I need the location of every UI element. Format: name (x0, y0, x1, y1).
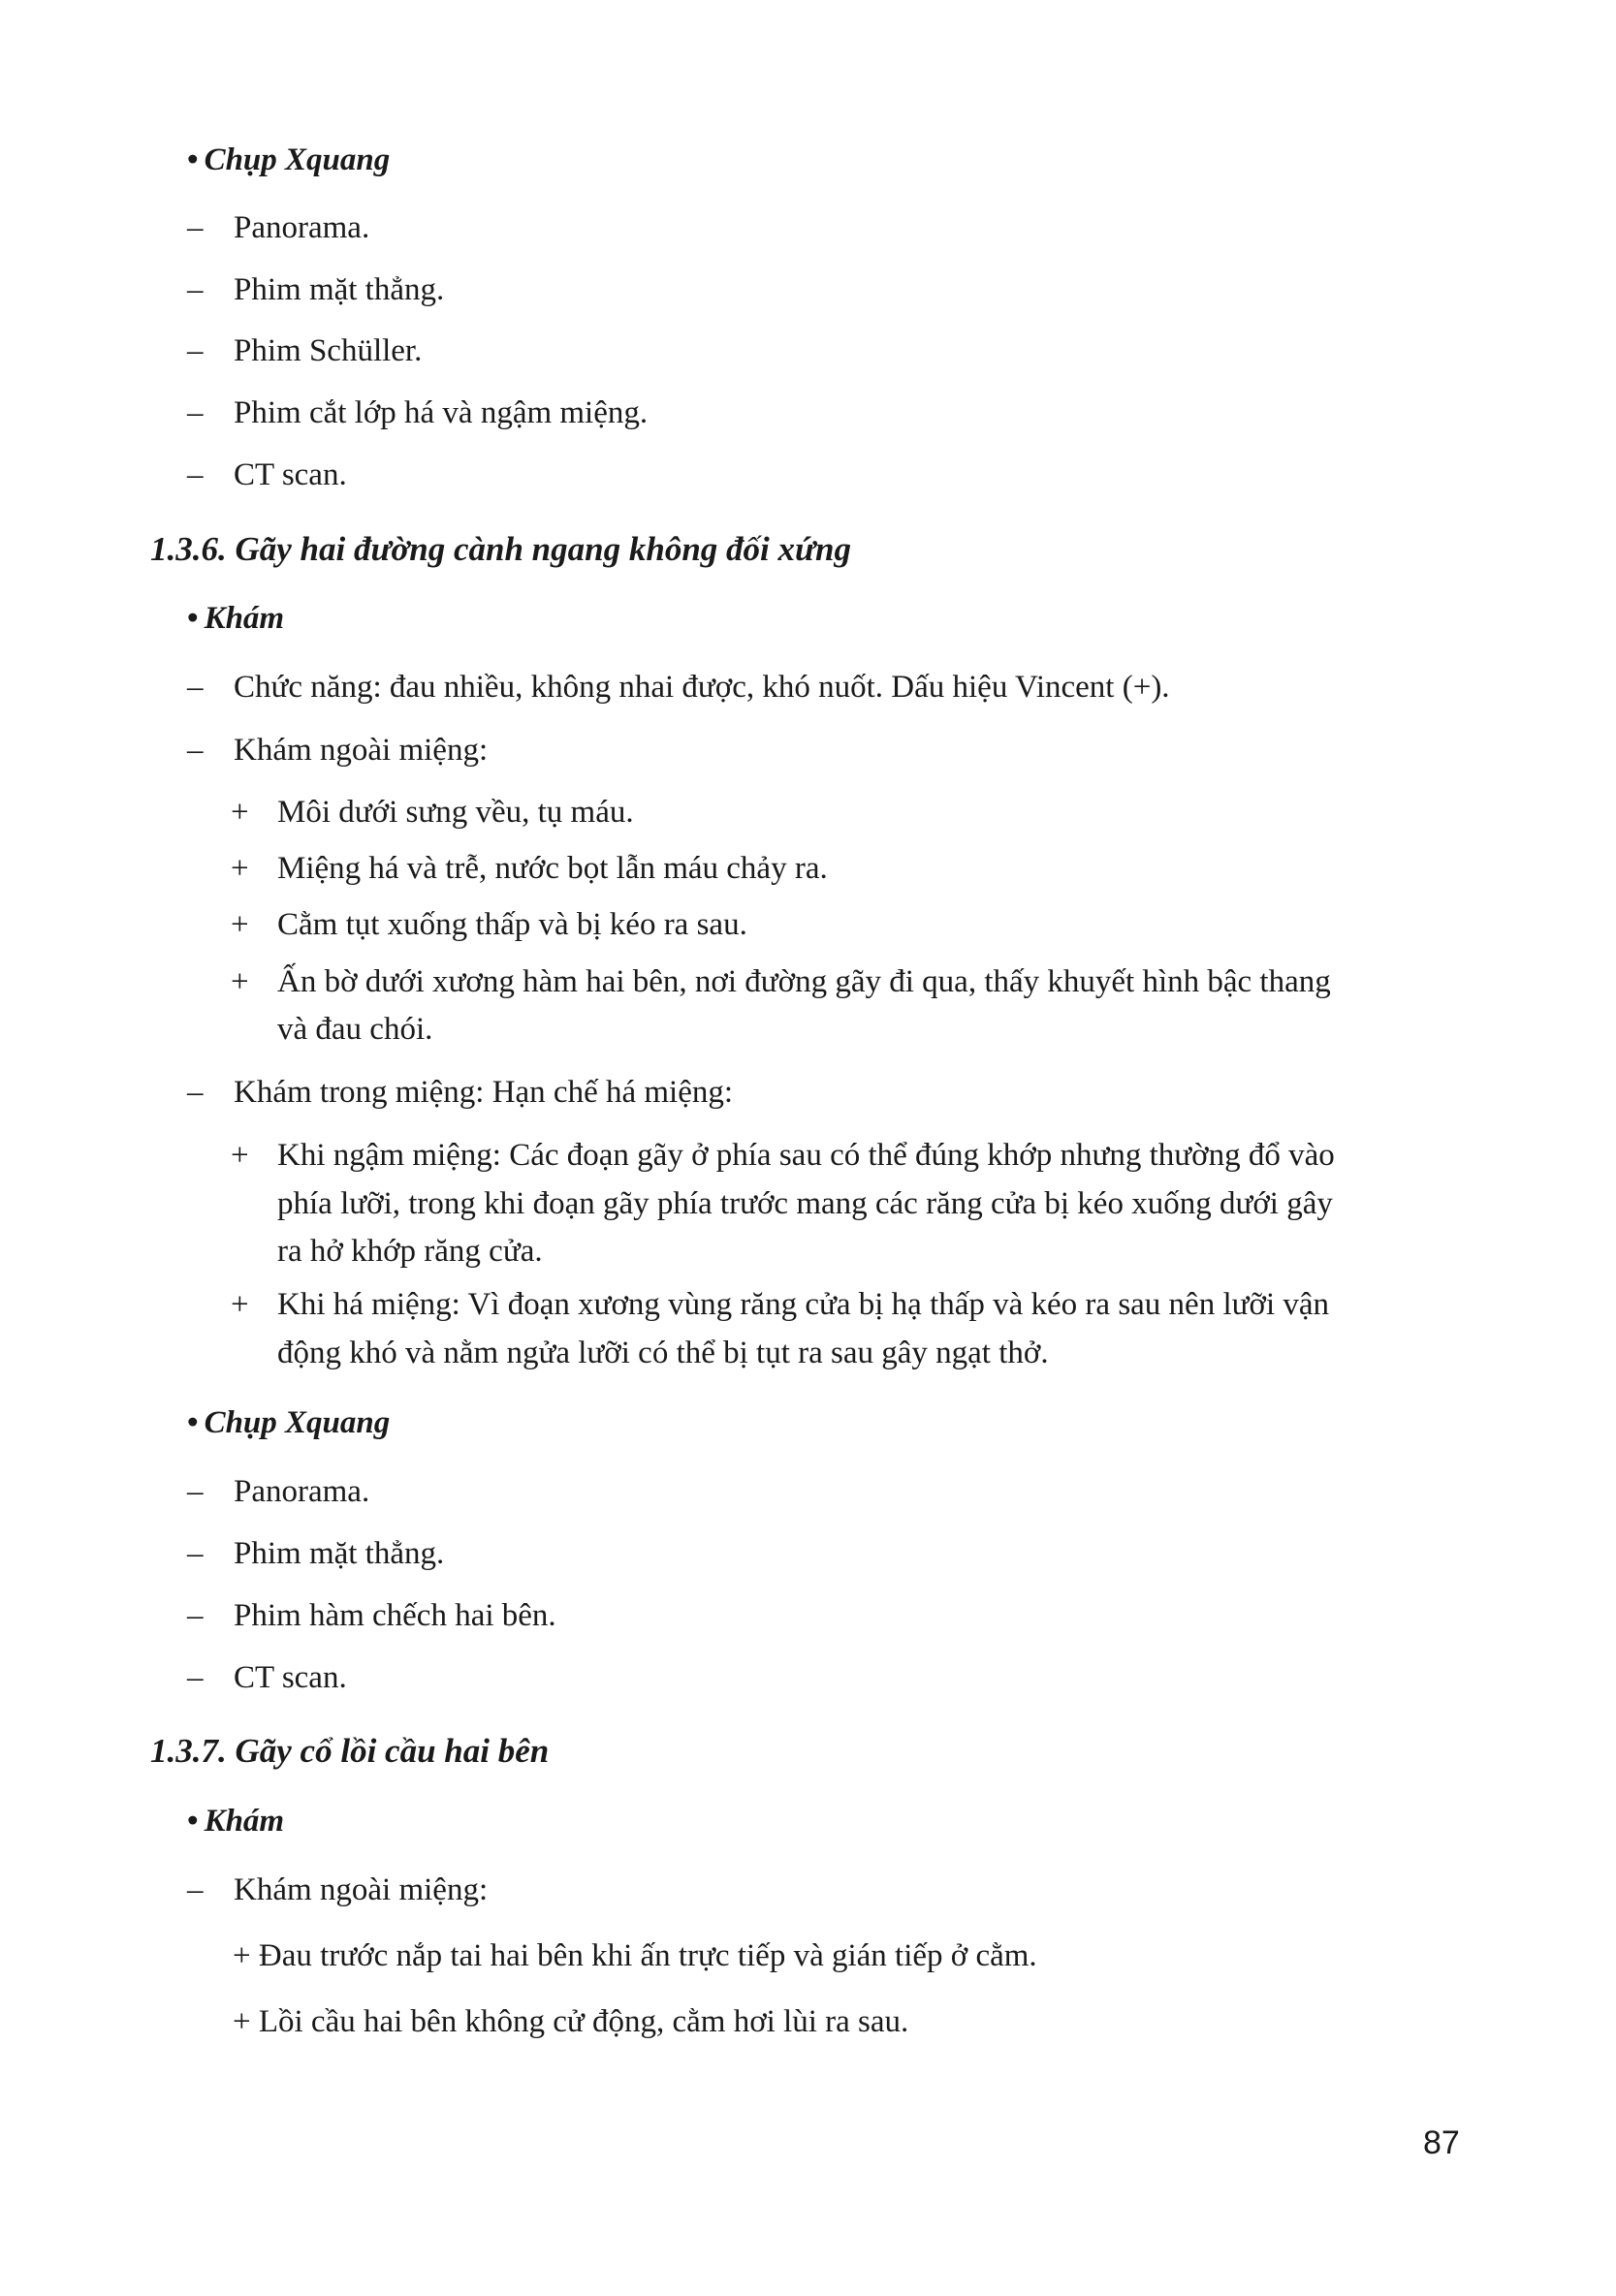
list-item: – CT scan. (187, 1660, 347, 1695)
sub-list-item: + Đau trước nắp tai hai bên khi ấn trực tiếp và gián tiếp ở cằm. (233, 1938, 1037, 1973)
list-item: – Phim hàm chếch hai bên. (187, 1598, 556, 1633)
bullet-heading: • Khám (187, 1804, 285, 1839)
bullet-heading: • Chụp Xquang (187, 142, 391, 177)
list-item: – Khám ngoài miệng: (187, 733, 489, 768)
sub-list-item-continued: ra hở khớp răng cửa. (277, 1234, 543, 1269)
list-item: – Panorama. (187, 1474, 370, 1509)
sub-list-item: + Ấn bờ dưới xương hàm hai bên, nơi đường gãy đi qua, thấy khuyết hình bậc thang (231, 964, 1331, 999)
sub-list-item: + Miệng há và trễ, nước bọt lẫn máu chảy ra. (231, 851, 828, 886)
section-heading: 1.3.7. Gãy cổ lồi cầu hai bên (150, 1732, 550, 1770)
bullet-heading: • Chụp Xquang (187, 1405, 391, 1440)
list-item: – Phim mặt thẳng. (187, 1536, 445, 1571)
list-item: – Phim cắt lớp há và ngậm miệng. (187, 395, 649, 430)
bullet-heading: • Khám (187, 601, 285, 636)
list-item: – Chức năng: đau nhiều, không nhai được, khó nuốt. Dấu hiệu Vincent (+). (187, 670, 1170, 705)
section-heading: 1.3.6. Gãy hai đường cành ngang không đối xứng (150, 530, 851, 568)
list-item: – Khám ngoài miệng: (187, 1872, 489, 1907)
list-item: – Khám trong miệng: Hạn chế há miệng: (187, 1075, 734, 1110)
sub-list-item: + Cằm tụt xuống thấp và bị kéo ra sau. (231, 907, 747, 942)
list-item: – Phim mặt thẳng. (187, 272, 445, 307)
list-item: – Phim Schüller. (187, 333, 423, 368)
sub-list-item: + Khi ngậm miệng: Các đoạn gãy ở phía sau có thể đúng khớp nhưng thường đổ vào (231, 1138, 1335, 1173)
list-item: – Panorama. (187, 210, 370, 245)
page-number: 87 (1423, 2124, 1460, 2161)
sub-list-item-continued: và đau chói. (277, 1012, 433, 1047)
list-item: – CT scan. (187, 457, 347, 492)
sub-list-item: + Môi dưới sưng vều, tụ máu. (231, 795, 634, 830)
sub-list-item: + Lồi cầu hai bên không cử động, cằm hơi lùi ra sau. (233, 2004, 909, 2039)
sub-list-item: + Khi há miệng: Vì đoạn xương vùng răng cửa bị hạ thấp và kéo ra sau nên lưỡi vận (231, 1287, 1330, 1322)
sub-list-item-continued: phía lưỡi, trong khi đoạn gãy phía trước mang các răng cửa bị kéo xuống dưới gây (277, 1186, 1333, 1221)
sub-list-item-continued: động khó và nằm ngửa lưỡi có thể bị tụt ra sau gây ngạt thở. (277, 1336, 1049, 1370)
